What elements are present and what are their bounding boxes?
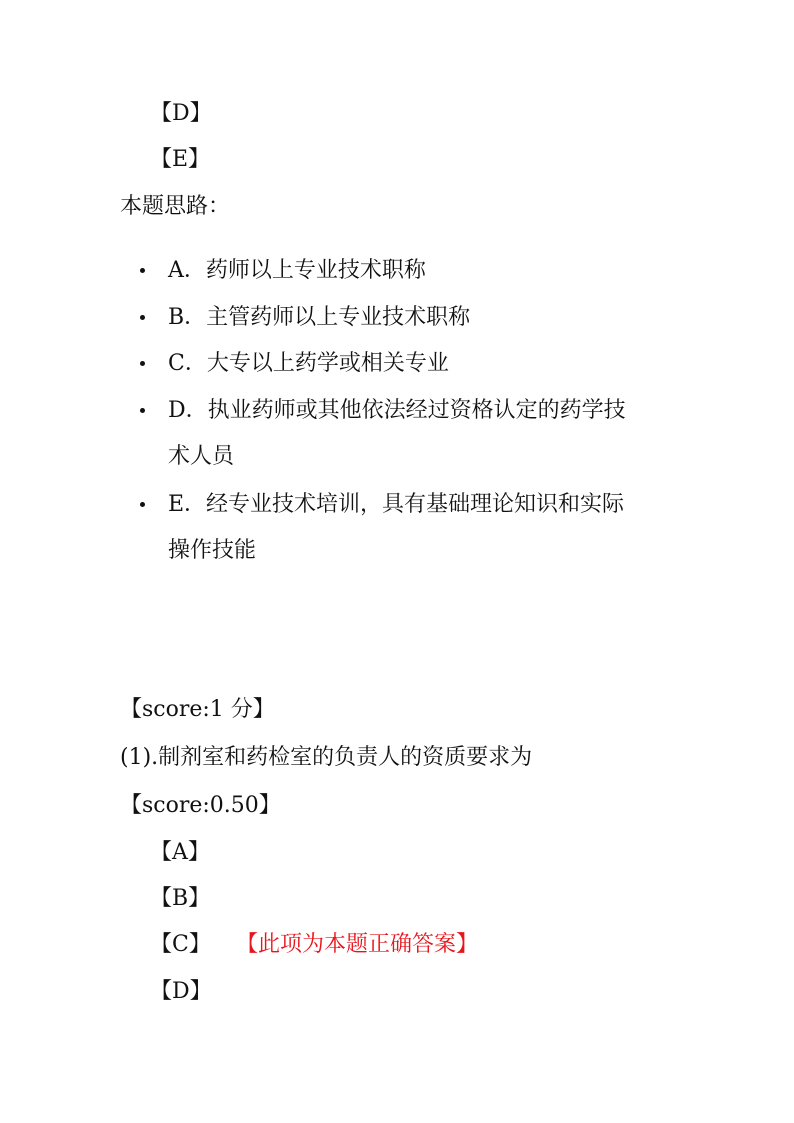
analysis-item-text-cont: 术人员 bbox=[168, 444, 235, 469]
analysis-item-b bbox=[140, 295, 680, 341]
analysis-item-e bbox=[140, 482, 680, 574]
analysis-item-d bbox=[140, 388, 680, 480]
bullet-dot-icon bbox=[140, 315, 145, 320]
analysis-item-text: B．主管药师以上专业技术职称 bbox=[168, 305, 471, 330]
option-d-top: 【D】 bbox=[150, 101, 212, 126]
bullet-dot-icon bbox=[140, 268, 145, 273]
analysis-item-text: A．药师以上专业技术职称 bbox=[168, 258, 426, 283]
option-e-top: 【E】 bbox=[150, 147, 211, 172]
analysis-item-text: E．经专业技术培训，具有基础理论知识和实际 bbox=[168, 492, 625, 517]
question-text: (1).制剂室和药检室的负责人的资质要求为 bbox=[120, 745, 533, 770]
analysis-item-text: D．执业药师或其他依法经过资格认定的药学技 bbox=[168, 398, 626, 423]
section-score: 【score:1 分】 bbox=[120, 697, 275, 722]
analysis-item-a bbox=[140, 248, 680, 294]
bullet-dot-icon bbox=[140, 361, 145, 366]
analysis-item-text: C．大专以上药学或相关专业 bbox=[168, 351, 449, 376]
bullet-dot-icon bbox=[140, 408, 145, 413]
option-b: 【B】 bbox=[150, 886, 211, 911]
option-d: 【D】 bbox=[150, 979, 212, 1004]
option-c: 【C】 bbox=[150, 932, 211, 957]
question-score: 【score:0.50】 bbox=[120, 793, 281, 818]
correct-answer-marker: 【此项为本题正确答案】 bbox=[236, 932, 479, 957]
analysis-item-text-cont: 操作技能 bbox=[168, 538, 257, 563]
analysis-title: 本题思路： bbox=[120, 194, 231, 219]
analysis-item-c bbox=[140, 341, 680, 387]
bullet-dot-icon bbox=[140, 502, 145, 507]
option-a: 【A】 bbox=[150, 840, 210, 865]
